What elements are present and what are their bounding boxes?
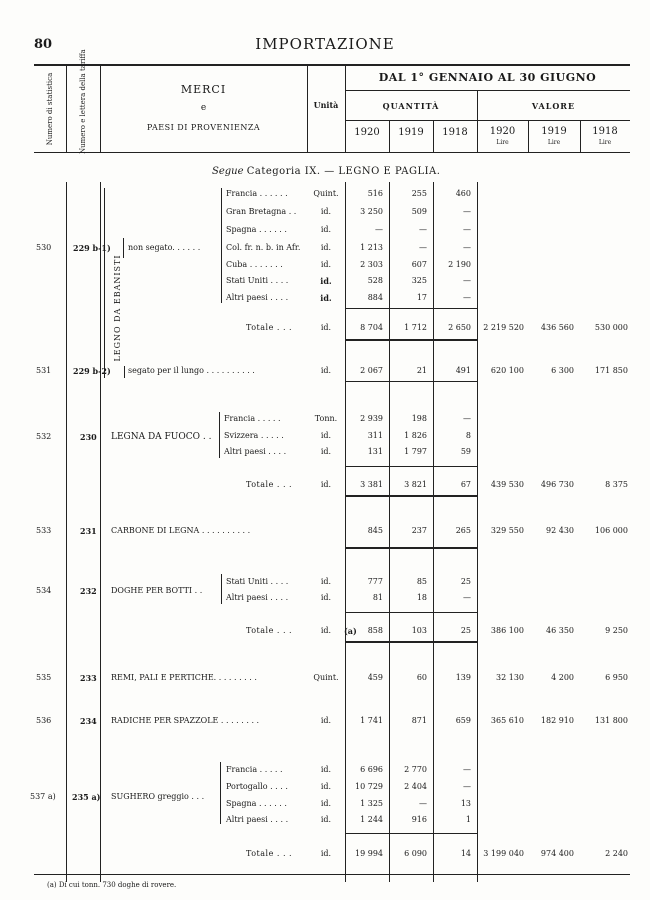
row-530-merce: non segato. . . . . . bbox=[128, 243, 201, 252]
row-532-tariffa: 230 bbox=[80, 432, 97, 442]
header-quantita: QUANTITÀ bbox=[382, 101, 440, 111]
row-532-merce: LEGNA DA FUOCO . . bbox=[111, 432, 212, 442]
table-bottom-rule bbox=[34, 874, 630, 875]
bracket-537 bbox=[220, 762, 221, 824]
bracket-531-left bbox=[124, 366, 125, 378]
row-532-num: 532 bbox=[36, 432, 52, 441]
row-537-tariffa: 235 a) bbox=[72, 792, 101, 802]
header-paesi: PAESI DI PROVENIENZA bbox=[146, 123, 261, 132]
row-534-num: 534 bbox=[36, 586, 52, 595]
header-top-rule bbox=[34, 64, 630, 66]
row-537-num: 537 a) bbox=[30, 792, 56, 801]
header-lire-1918: Lire bbox=[598, 139, 612, 146]
row-530-num: 530 bbox=[36, 243, 52, 252]
row-534-tariffa: 232 bbox=[80, 586, 97, 596]
header-year-v1919: 1919 bbox=[541, 126, 567, 137]
header-lire-1919: Lire bbox=[547, 139, 561, 146]
header-unita: Unità bbox=[313, 100, 339, 110]
row-537-merce: SUGHERO greggio . . . bbox=[111, 792, 205, 801]
side-label-legno-ebanisti: LEGNO DA EBANISTI bbox=[113, 254, 122, 362]
row-530-tariffa: 229 b-1) bbox=[73, 243, 111, 253]
header-merci: MERCI bbox=[180, 83, 227, 96]
bracket-534 bbox=[221, 574, 222, 604]
header-lire-1920: Lire bbox=[496, 139, 509, 146]
header-num-tariffa: Numero e lettera della tariffa bbox=[79, 49, 87, 154]
header-year-q1920: 1920 bbox=[354, 127, 380, 138]
header-year-q1918: 1918 bbox=[442, 127, 468, 138]
header-valore: VALORE bbox=[531, 101, 576, 111]
category-title: Segue Categoria IX. — LEGNO E PAGLIA. bbox=[212, 166, 441, 177]
footnote-marker-a: (a) bbox=[344, 626, 357, 636]
header-year-v1920: 1920 bbox=[489, 126, 516, 137]
header-period: DAL 1° GENNAIO AL 30 GIUGNO bbox=[378, 71, 597, 84]
header-year-v1918: 1918 bbox=[592, 126, 618, 137]
bracket-530-left bbox=[123, 238, 124, 258]
bracket-legno-ebanisti bbox=[104, 188, 105, 378]
bracket-532 bbox=[219, 412, 220, 458]
header-num-stat: Numero di statistica bbox=[46, 72, 54, 146]
page-title: IMPORTAZIONE bbox=[255, 35, 395, 53]
header-bottom-rule bbox=[34, 152, 630, 153]
row-534-merce: DOGHE PER BOTTI . . bbox=[111, 586, 203, 595]
footnote: (a) Di cui tonn. 730 doghe di rovere. bbox=[47, 881, 177, 889]
page-number: 80 bbox=[34, 37, 53, 52]
header-e: e bbox=[200, 103, 207, 113]
bracket-530-countries bbox=[221, 188, 222, 303]
header-year-q1919: 1919 bbox=[398, 127, 424, 138]
